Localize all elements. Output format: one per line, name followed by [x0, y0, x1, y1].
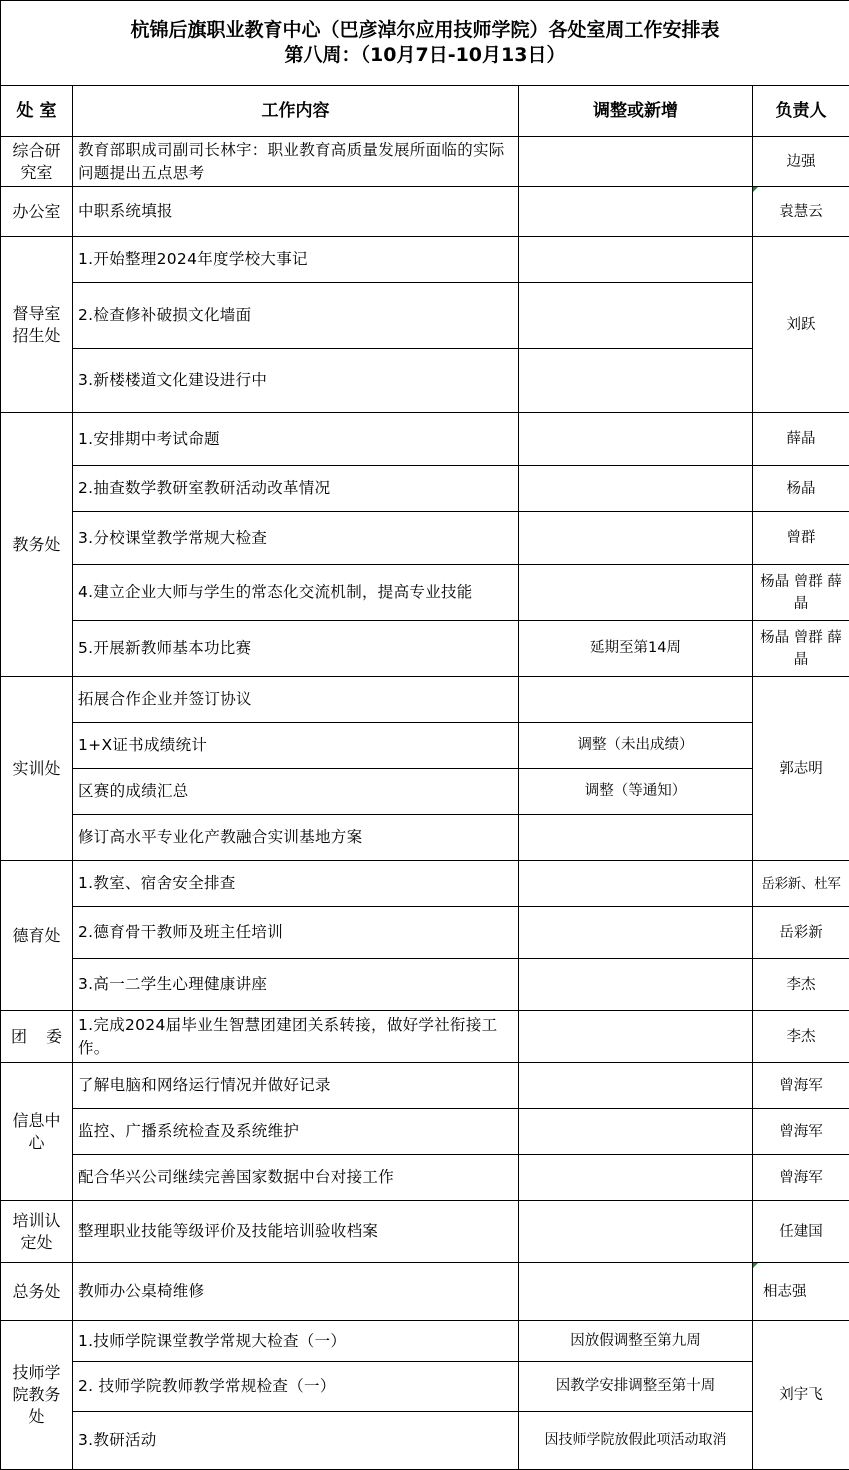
work-cell: 配合华兴公司继续完善国家数据中台对接工作	[73, 1155, 519, 1201]
owner-cell: 杨晶 曾群 薛晶	[753, 621, 849, 677]
adjust-cell	[519, 565, 753, 621]
adjust-cell	[519, 815, 753, 861]
table-row	[1, 677, 849, 723]
table-row	[1, 137, 849, 187]
owner-cell: 曾海军	[753, 1155, 849, 1201]
work-cell: 区赛的成绩汇总	[73, 769, 519, 815]
work-cell: 1.技师学院课堂教学常规大检查（一）	[73, 1321, 519, 1362]
table-row	[1, 1321, 849, 1362]
table-row	[1, 815, 849, 861]
table-row	[1, 621, 849, 677]
adjust-cell	[519, 137, 753, 187]
table-row	[1, 1109, 849, 1155]
table-row	[1, 349, 849, 413]
table-row	[1, 723, 849, 769]
adjust-cell: 调整（等通知）	[519, 769, 753, 815]
work-cell: 1.安排期中考试命题	[73, 413, 519, 466]
dept-cell: 信息中心	[1, 1063, 73, 1201]
adjust-cell	[519, 349, 753, 413]
owner-cell: 杨晶	[753, 466, 849, 512]
work-cell: 1.教室、宿舍安全排查	[73, 861, 519, 907]
table-row	[1, 237, 849, 283]
adjust-cell	[519, 283, 753, 349]
adjust-cell	[519, 466, 753, 512]
work-cell: 3.高一二学生心理健康讲座	[73, 959, 519, 1011]
work-cell: 2.抽查数学教研室教研活动改革情况	[73, 466, 519, 512]
work-cell: 监控、广播系统检查及系统维护	[73, 1109, 519, 1155]
table-row	[1, 466, 849, 512]
table-row	[1, 769, 849, 815]
dept-cell: 培训认定处	[1, 1201, 73, 1263]
adjust-cell: 因放假调整至第九周	[519, 1321, 753, 1362]
adjust-cell	[519, 1109, 753, 1155]
title-line-1: 杭锦后旗职业教育中心（巴彦淖尔应用技师学院）各处室周工作安排表	[1, 18, 849, 43]
adjust-cell: 因教学安排调整至第十周	[519, 1362, 753, 1412]
adjust-cell	[519, 1155, 753, 1201]
title-line-2: 第八周：（10月7日-10月13日）	[1, 43, 849, 68]
owner-cell: 曾海军	[753, 1109, 849, 1155]
table-row	[1, 1412, 849, 1470]
owner-cell: 相志强	[753, 1263, 849, 1321]
dept-cell: 技师学院教务处	[1, 1321, 73, 1470]
owner-cell: 刘跃	[753, 237, 849, 413]
table-row	[1, 283, 849, 349]
adjust-cell	[519, 861, 753, 907]
adjust-cell	[519, 187, 753, 237]
owner-cell: 薛晶	[753, 413, 849, 466]
adjust-cell: 延期至第14周	[519, 621, 753, 677]
owner-cell: 边强	[753, 137, 849, 187]
owner-cell: 岳彩新	[753, 907, 849, 959]
adjust-cell	[519, 1201, 753, 1263]
table-row	[1, 187, 849, 237]
adjust-cell	[519, 1011, 753, 1063]
work-cell: 2. 技师学院教师教学常规检查（一）	[73, 1362, 519, 1412]
dept-cell: 教务处	[1, 413, 73, 677]
work-cell: 教师办公桌椅维修	[73, 1263, 519, 1321]
owner-cell: 李杰	[753, 1011, 849, 1063]
adjust-cell	[519, 413, 753, 466]
owner-cell: 袁慧云	[753, 187, 849, 237]
work-cell: 1.完成2024届毕业生智慧团建团关系转接，做好学社衔接工作。	[73, 1011, 519, 1063]
adjust-cell	[519, 1063, 753, 1109]
adjust-cell: 调整（未出成绩）	[519, 723, 753, 769]
adjust-cell	[519, 1263, 753, 1321]
table-title	[1, 1, 849, 86]
column-header-adjust: 调整或新增	[519, 86, 753, 137]
owner-cell: 曾群	[753, 512, 849, 565]
work-cell: 修订高水平专业化产教融合实训基地方案	[73, 815, 519, 861]
column-header-owner: 负责人	[753, 86, 849, 137]
owner-cell: 刘宇飞	[753, 1321, 849, 1470]
work-cell: 教育部职成司副司长林宇：职业教育高质量发展所面临的实际问题提出五点思考	[73, 137, 519, 187]
adjust-cell	[519, 677, 753, 723]
owner-cell: 李杰	[753, 959, 849, 1011]
table-row	[1, 512, 849, 565]
dept-cell: 督导室招生处	[1, 237, 73, 413]
work-cell: 4.建立企业大师与学生的常态化交流机制，提高专业技能	[73, 565, 519, 621]
table-row	[1, 1011, 849, 1063]
column-header-dept: 处 室	[1, 86, 73, 137]
owner-cell: 岳彩新、杜军	[753, 861, 849, 907]
table-row	[1, 907, 849, 959]
table-row	[1, 1263, 849, 1321]
work-cell: 了解电脑和网络运行情况并做好记录	[73, 1063, 519, 1109]
adjust-cell	[519, 512, 753, 565]
dept-cell: 团 委	[1, 1011, 73, 1063]
table-row	[1, 565, 849, 621]
work-cell: 整理职业技能等级评价及技能培训验收档案	[73, 1201, 519, 1263]
dept-cell: 实训处	[1, 677, 73, 861]
owner-cell: 任建国	[753, 1201, 849, 1263]
dept-cell: 德育处	[1, 861, 73, 1011]
column-header-row	[1, 86, 849, 137]
work-cell: 3.新楼楼道文化建设进行中	[73, 349, 519, 413]
table-row	[1, 1063, 849, 1109]
owner-cell: 曾海军	[753, 1063, 849, 1109]
dept-cell: 综合研究室	[1, 137, 73, 187]
table-row	[1, 413, 849, 466]
dept-cell: 总务处	[1, 1263, 73, 1321]
column-header-work: 工作内容	[73, 86, 519, 137]
adjust-cell	[519, 237, 753, 283]
work-cell: 3.教研活动	[73, 1412, 519, 1470]
table-row	[1, 1362, 849, 1412]
table-row	[1, 1155, 849, 1201]
table-row	[1, 861, 849, 907]
owner-cell: 杨晶 曾群 薛晶	[753, 565, 849, 621]
work-cell: 2.检查修补破损文化墙面	[73, 283, 519, 349]
adjust-cell	[519, 959, 753, 1011]
work-cell: 1+X证书成绩统计	[73, 723, 519, 769]
adjust-cell	[519, 907, 753, 959]
work-cell: 2.德育骨干教师及班主任培训	[73, 907, 519, 959]
work-cell: 中职系统填报	[73, 187, 519, 237]
work-cell: 拓展合作企业并签订协议	[73, 677, 519, 723]
work-cell: 3.分校课堂教学常规大检查	[73, 512, 519, 565]
work-cell: 1.开始整理2024年度学校大事记	[73, 237, 519, 283]
title-row	[1, 1, 849, 86]
table-row	[1, 959, 849, 1011]
adjust-cell: 因技师学院放假此项活动取消	[519, 1412, 753, 1470]
owner-cell: 郭志明	[753, 677, 849, 861]
work-cell: 5.开展新教师基本功比赛	[73, 621, 519, 677]
table-row	[1, 1201, 849, 1263]
dept-cell: 办公室	[1, 187, 73, 237]
